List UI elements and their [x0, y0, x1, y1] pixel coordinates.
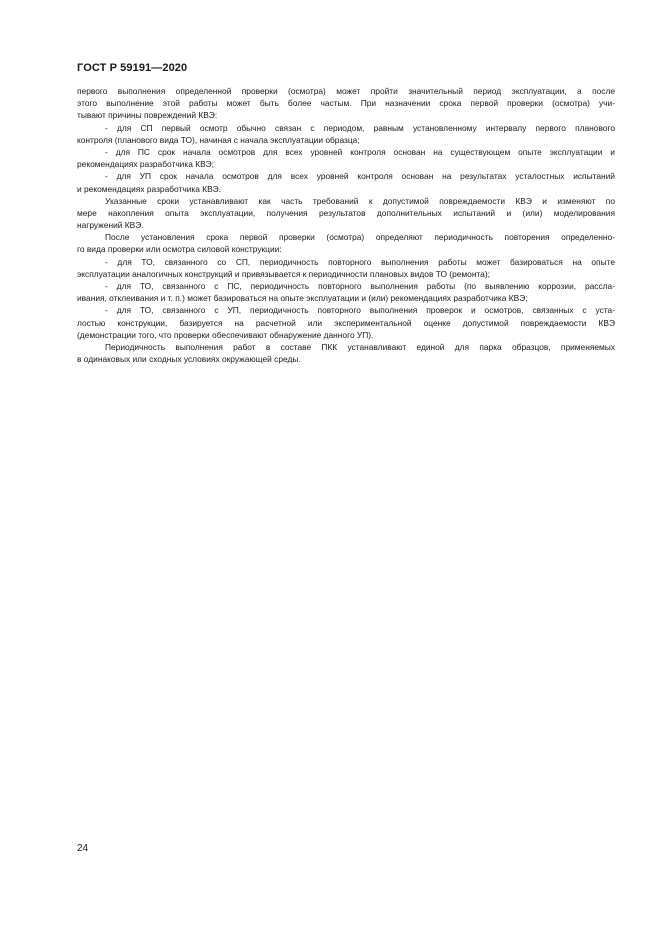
text-line: - для ТО, связанного с УП, периодичность повторного выполнения проверок и осмотров, связанных с уста-	[105, 305, 615, 316]
text-line: - для СП первый осмотр обычно связан с периодом, равным установленному интервалу первого планового	[105, 122, 615, 133]
text-line: Указанные сроки устанавливают как часть требований к допустимой повреждаемости КВЭ и изменяют по	[105, 195, 615, 206]
text-line: рекомендациях разработчика КВЭ;	[77, 159, 215, 170]
text-line: в одинаковых или сходных условиях окружающей среды.	[77, 354, 301, 365]
text-line: ивания, отклеивания и т. п.) может базироваться на опыте эксплуатации и (или) рекомендациях разработчика КВЭ;	[77, 293, 528, 304]
text-line: - для ПС срок начала осмотров для всех уровней контроля основан на существующем опыте эксплуатации и	[105, 146, 615, 157]
text-line: нагружений КВЭ.	[77, 220, 144, 231]
text-line: го вида проверки или осмотра силовой конструкции:	[77, 244, 282, 255]
text-line: этого выполнение этой работы может быть более частым. При назначении срока первой проверки (осмотра) учи-	[77, 98, 615, 109]
text-line: - для ТО, связанного с ПС, периодичность повторного выполнения работы (по выявлению коррозии, рассла-	[105, 281, 615, 291]
text-line: - для ТО, связанного со СП, периодичность повторного выполнения работы может базироваться на опыте	[105, 256, 615, 267]
text-line: эксплуатации аналогичных конструкций и привязывается к периодичности плановых видов ТО (ремонта);	[77, 268, 490, 279]
text-line: - для УП срок начала осмотров для всех уровней контроля основан на результатах усталостных испытаний	[105, 171, 615, 182]
text-line: Периодичность выполнения работ в составе ПКК устанавливают единой для парка образцов, применяемых	[105, 341, 615, 352]
page-number: 24	[77, 843, 89, 854]
text-line: тывают причины повреждений КВЭ:	[77, 110, 218, 121]
text-line: После установления срока первой проверки (осмотра) определяют периодичность повторения определенно-	[105, 232, 615, 243]
document-code-header: ГОСТ Р 59191—2020	[77, 62, 188, 74]
text-line: первого выполнения определенной проверки (осмотра) может пройти значительный период эксплуатации, а после	[77, 86, 615, 96]
text-line: и рекомендациях разработчика КВЭ.	[77, 183, 222, 194]
text-line: мере накопления опыта эксплуатации, получения результатов дополнительных испытаний и (или) моделирования	[77, 207, 615, 218]
text-line: контроля (планового вида ТО), начиная с начала эксплуатации образца;	[77, 134, 360, 145]
text-line: (демонстрации того, что проверки обеспечивают обнаружение данного УП).	[77, 329, 374, 340]
text-line: лостью конструкции, базируется на расчетной или экспериментальной оценке допустимой повреждаемости КВЭ	[77, 317, 615, 328]
body-text	[77, 85, 615, 365]
